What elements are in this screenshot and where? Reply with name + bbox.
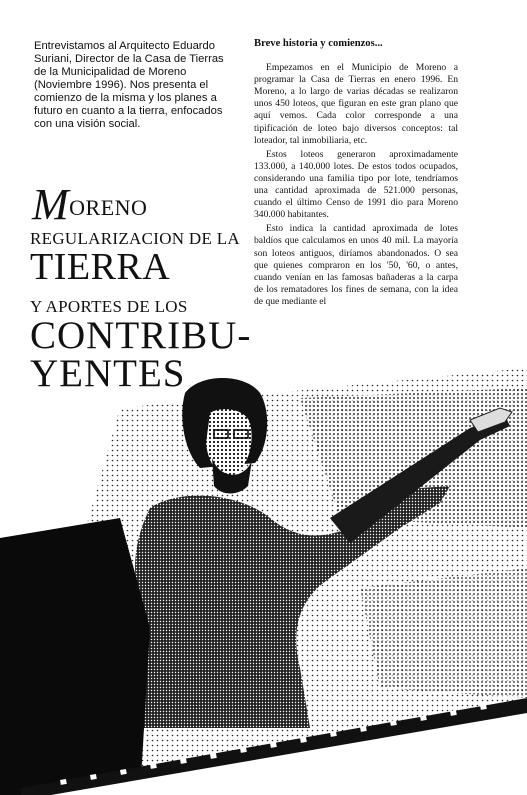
- article-title: Breve historia y comienzos...: [254, 38, 383, 49]
- article-paragraph: Estos loteos generaron aproximadamente 133.000, a 140.000 lotes. De estos todos ocupados, considerando una familia tipo por lote, tendríamos una cantidad aproximada de 521.000 personas, cuando el último Censo de 1991 dio para Moreno 340.000 habitantes.: [254, 148, 458, 221]
- photo-shadow: [0, 518, 150, 795]
- headline-line-regularizacion: REGULARIZACION DE LA: [30, 229, 240, 248]
- headline-moreno: [32, 180, 260, 229]
- headline-line-aportes: Y APORTES DE LOS: [30, 297, 188, 316]
- headline-line-yentes: YENTES: [30, 352, 186, 395]
- intro-text: [34, 40, 234, 131]
- headline-line-tierra: TIERRA: [30, 246, 171, 288]
- headline-line-contribu: CONTRIBU-: [30, 314, 252, 357]
- intro-paragraph: Entrevistamos al Arquitecto Eduardo Suriani, Director de la Casa de Tierras de la Municipalidad de Moreno (Noviembre 1996). Nos presenta el comienzo de la misma y los planes a futuro en cuanto a la tierra, enfocados con una visión social.: [34, 40, 224, 130]
- headline-moreno-rest: ORENO: [69, 195, 148, 220]
- map-region: [360, 568, 527, 698]
- photo-architect-pointing: [0, 368, 527, 795]
- headline: [30, 180, 260, 395]
- photo-illustration: [0, 368, 527, 795]
- headline-initial: M: [32, 180, 70, 229]
- article-paragraph: Esto indica la cantidad aproximada de lotes baldíos que calculamos en unos 40 mil. La mayoría son loteos antiguos, diríamos abandonados. O sea que quienes compraron en los '50, '60, o antes, cuando venían en las famosas bañaderas a la carpa de los rematadores los fines de semana, con la idea de que mediante el: [254, 223, 458, 307]
- article-column: [254, 38, 458, 310]
- article-paragraph: Empezamos en el Municipio de Moreno a programar la Casa de Tierras en enero 1996. En Moreno, a lo largo de varias décadas se realizaron unos 450 loteos, que figuran en este gran plano que aquí vemos. Cada color corresponde a una tipificación de loteo bajo diversos conceptos: tal loteador, tal inmobiliaria, etc.: [254, 62, 458, 146]
